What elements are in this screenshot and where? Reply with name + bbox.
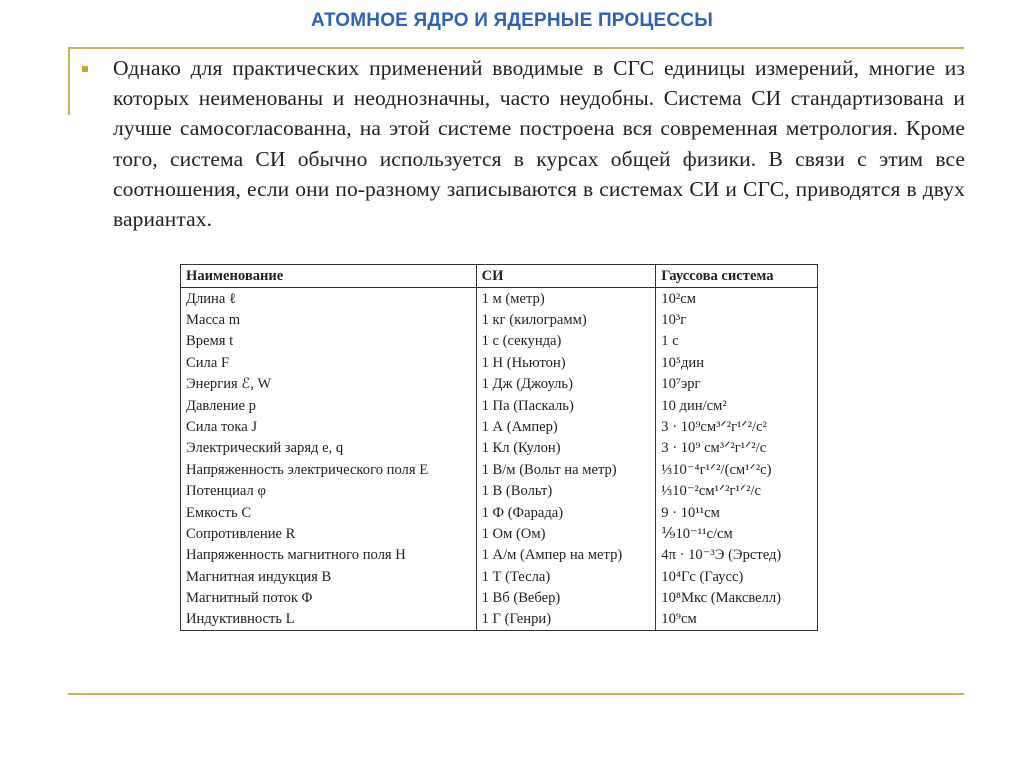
cell-si: 1 Па (Паскаль) — [476, 395, 656, 416]
frame-line-top — [68, 47, 964, 49]
cell-gauss: 1 с — [656, 331, 818, 352]
cell-name: Емкость C — [181, 502, 477, 523]
cell-name: Сила тока J — [181, 416, 477, 437]
cell-si: 1 Кл (Кулон) — [476, 438, 656, 459]
table-row — [181, 331, 818, 352]
cell-si: 1 Н (Ньютон) — [476, 352, 656, 373]
cell-gauss: 10 дин/см² — [656, 395, 818, 416]
body-paragraph: Однако для практических применений вводимые в СГС единицы измерений, многие из которых неименованы и неоднозначны, часто неудобны. Система СИ стандартизована и лучше самосогласованна, на этой системе построена вся современная метрология. Кроме того, система СИ обычно используется в курсах общей физики. В связи с этим все соотношения, если они по-разному записываются в системах СИ и СГС, приводятся в двух вариантах. — [113, 56, 965, 232]
cell-name: Потенциал φ — [181, 481, 477, 502]
cell-name: Напряженность магнитного поля H — [181, 545, 477, 566]
table-row — [181, 374, 818, 395]
cell-name: Электрический заряд e, q — [181, 438, 477, 459]
cell-gauss: 10⁹см — [656, 609, 818, 631]
slide-title: АТОМНОЕ ЯДРО И ЯДЕРНЫЕ ПРОЦЕССЫ — [310, 10, 714, 31]
cell-gauss: ⅓10⁻²см¹ᐟ²г¹ᐟ²/с — [656, 481, 818, 502]
frame-line-bottom — [68, 693, 964, 695]
cell-gauss: ⅑10⁻¹¹с/см — [656, 523, 818, 544]
cell-si: 1 Дж (Джоуль) — [476, 374, 656, 395]
cell-name: Длина ℓ — [181, 288, 477, 310]
cell-gauss: 3 · 10⁹ см³ᐟ²г¹ᐟ²/с — [656, 438, 818, 459]
table-row — [181, 416, 818, 437]
cell-gauss: 10²см — [656, 288, 818, 310]
header-si: СИ — [476, 265, 656, 288]
cell-name: Сила F — [181, 352, 477, 373]
cell-gauss: 10⁴Гс (Гаусс) — [656, 566, 818, 587]
cell-si: 1 Ф (Фарада) — [476, 502, 656, 523]
cell-si: 1 кг (килограмм) — [476, 309, 656, 330]
cell-name: Магнитный поток Φ — [181, 587, 477, 608]
table-row — [181, 481, 818, 502]
table-row — [181, 502, 818, 523]
cell-name: Время t — [181, 331, 477, 352]
cell-si: 1 Г (Генри) — [476, 609, 656, 631]
table-row — [181, 459, 818, 480]
table-row — [181, 523, 818, 544]
cell-name: Напряженность электрического поля E — [181, 459, 477, 480]
cell-gauss: 4π · 10⁻³Э (Эрстед) — [656, 545, 818, 566]
cell-name: Давление p — [181, 395, 477, 416]
cell-gauss: 10⁷эрг — [656, 374, 818, 395]
cell-si: 1 А (Ампер) — [476, 416, 656, 437]
cell-si: 1 с (секунда) — [476, 331, 656, 352]
table-row — [181, 395, 818, 416]
cell-name: Энергия ℰ, W — [181, 374, 477, 395]
cell-si: 1 Ом (Ом) — [476, 523, 656, 544]
cell-si: 1 В/м (Вольт на метр) — [476, 459, 656, 480]
cell-gauss: 10⁵дин — [656, 352, 818, 373]
frame-line-left — [68, 47, 70, 115]
cell-si: 1 Вб (Вебер) — [476, 587, 656, 608]
table-row — [181, 352, 818, 373]
table-row — [181, 566, 818, 587]
cell-gauss: 9 · 10¹¹см — [656, 502, 818, 523]
cell-si: 1 В (Вольт) — [476, 481, 656, 502]
cell-name: Индуктивность L — [181, 609, 477, 631]
cell-gauss: 3 · 10⁹см³ᐟ²г¹ᐟ²/с² — [656, 416, 818, 437]
table-row — [181, 609, 818, 631]
table-row — [181, 288, 818, 310]
units-table-body — [181, 288, 818, 631]
cell-si: 1 А/м (Ампер на метр) — [476, 545, 656, 566]
cell-si: 1 м (метр) — [476, 288, 656, 310]
cell-gauss: 10³г — [656, 309, 818, 330]
cell-si: 1 Т (Тесла) — [476, 566, 656, 587]
table-row — [181, 545, 818, 566]
cell-name: Сопротивление R — [181, 523, 477, 544]
cell-name: Масса m — [181, 309, 477, 330]
table-row — [181, 438, 818, 459]
cell-gauss: 10⁸Мкс (Максвелл) — [656, 587, 818, 608]
units-table — [180, 264, 818, 631]
table-header-row — [181, 265, 818, 288]
table-row — [181, 587, 818, 608]
header-name: Наименование — [181, 265, 477, 288]
cell-name: Магнитная индукция B — [181, 566, 477, 587]
cell-gauss: ⅓10⁻⁴г¹ᐟ²/(см¹ᐟ²с) — [656, 459, 818, 480]
bullet-square-icon — [82, 66, 88, 72]
table-row — [181, 309, 818, 330]
header-gauss: Гауссова система — [656, 265, 818, 288]
